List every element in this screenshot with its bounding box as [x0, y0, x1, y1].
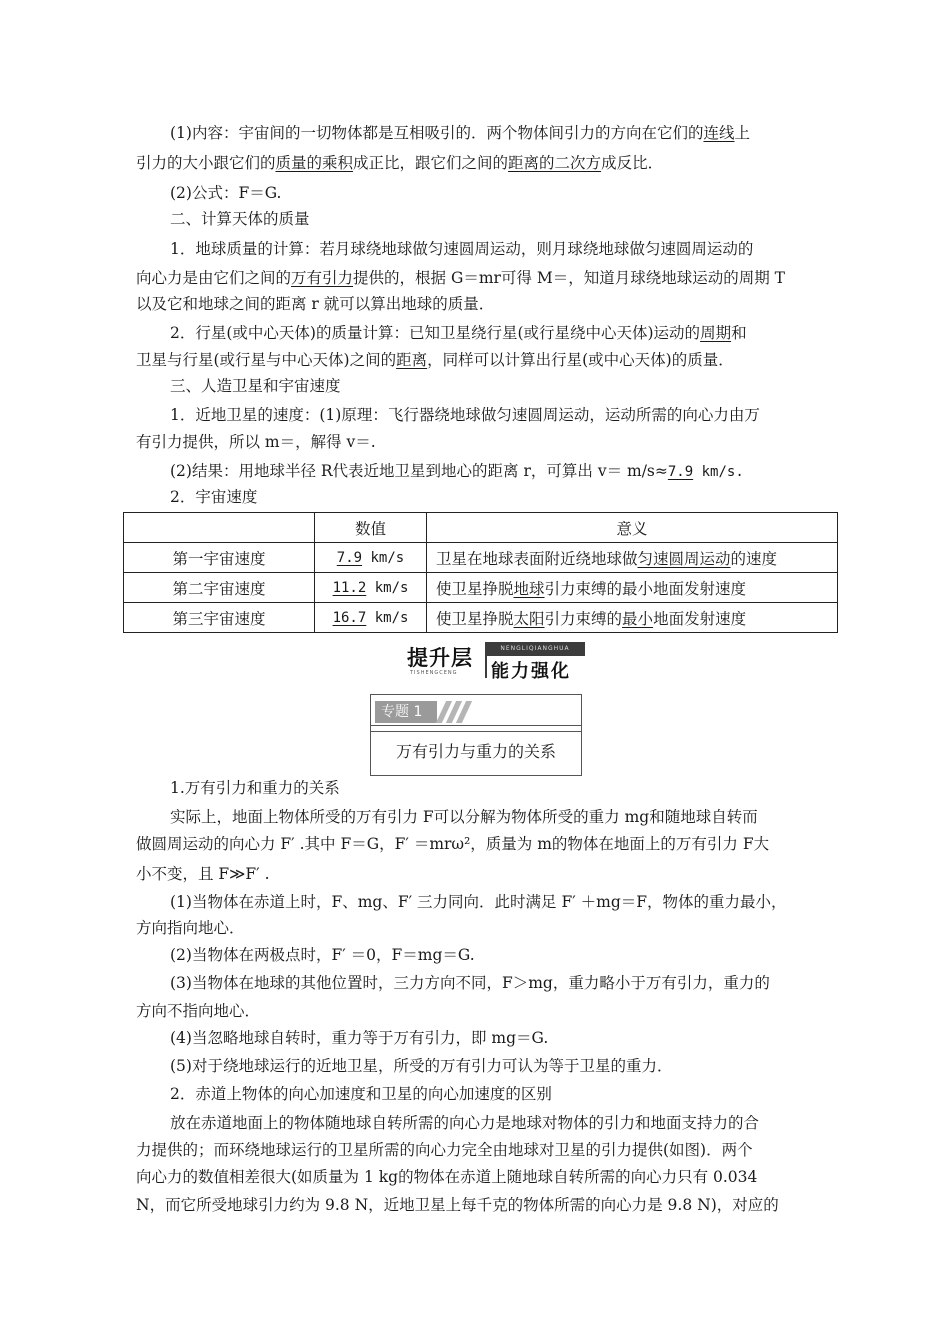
underlined-answer: 万有引力 [291, 269, 354, 287]
text-segment: 引力的大小跟它们的 [136, 154, 276, 172]
paragraph-line: 向心力的数值相差很大(如质量为 1 kg的物体在赤道上随地球自转所需的向心力只有 0.034 [136, 1168, 758, 1186]
text-segment: 上 [734, 124, 750, 142]
text-segment: 引力束缚的 [544, 609, 623, 628]
velocity-value-cell [315, 603, 427, 633]
meaning-cell [427, 603, 838, 633]
text-segment: 卫星与行星(或行星与中心天体)之间的 [136, 351, 397, 369]
velocity-value-cell [315, 543, 427, 573]
topic-box [370, 694, 582, 776]
paragraph-line: 方向指向地心． [136, 919, 245, 937]
subsection-heading: 2．宇宙速度 [170, 488, 258, 506]
banner-left-pinyin: TISHENGCENG [410, 670, 458, 676]
text-segment: 成正比，跟它们之间的 [353, 154, 509, 172]
paragraph-line: 实际上，地面上物体所受的万有引力 F可以分解为物体所受的重力 mg和随地球自转而 [170, 808, 758, 826]
paragraph-line: 方向不指向地心． [136, 1002, 261, 1020]
section-heading: 三、人造卫星和宇宙速度 [170, 377, 341, 395]
paragraph-line: (5)对于绕地球运行的近地卫星，所受的万有引力可认为等于卫星的重力． [170, 1057, 673, 1075]
paragraph-line: 有引力提供，所以 m＝，解得 v＝. [136, 433, 376, 451]
paragraph-line: 做圆周运动的向心力 F′ .其中 F＝G，F′ ＝mrω²，质量为 m的物体在地面上的万有引力 F大 [136, 835, 770, 853]
underlined-answer: 距离的二次方 [508, 154, 602, 172]
text-segment: 2．行星(或中心天体)的质量计算：已知卫星绕行星(或行星绕中心天体)运动的 [170, 324, 701, 342]
text-segment: 使卫星挣脱 [436, 579, 514, 598]
velocity-name-cell: 第三宇宙速度 [124, 603, 315, 633]
cosmic-velocity-table [123, 512, 838, 633]
table-header-cell: 数值 [315, 513, 427, 543]
text-segment: 成反比． [601, 154, 664, 172]
underlined-answer: 周期 [700, 324, 732, 342]
unit-text: km/s [362, 549, 405, 566]
section-banner [407, 636, 587, 680]
topic-title: 万有引力与重力的关系 [395, 742, 556, 761]
underlined-answer: 太阳 [513, 609, 545, 628]
underlined-answer: 匀速圆周运动 [637, 549, 731, 568]
text-segment: (2)结果：用地球半径 R代表近地卫星到地心的距离 r，可算出 v＝ m/s≈ [170, 462, 668, 480]
underlined-answer: 7.9 [336, 549, 363, 566]
paragraph-line: 放在赤道地面上的物体随地球自转所需的向心力是地球对物体的引力和地面支持力的合 [170, 1114, 760, 1132]
paragraph-line: (2)当物体在两极点时，F′ ＝0，F＝mg＝G. [170, 946, 475, 964]
subsection-heading: 2．赤道上物体的向心加速度和卫星的向心加速度的区别 [170, 1085, 552, 1103]
paragraph-line [136, 266, 826, 290]
paragraph-line: N，而它所受地球引力约为 9.8 N，近地卫星上每千克的物体所需的向心力是 9.8 N)，对应的 [136, 1196, 779, 1214]
formula-line: (2)公式：F＝G. [170, 184, 282, 202]
paragraph-line: (3)当物体在地球的其他位置时，三力方向不同，F＞mg，重力略小于万有引力，重力的 [170, 974, 770, 992]
text-segment: 卫星在地球表面附近绕地球做 [436, 549, 638, 568]
underlined-answer: 7.9 [667, 464, 694, 480]
text-segment: ，同样可以计算出行星(或中心天体)的质量． [427, 351, 734, 369]
topic-label: 专题 1 [375, 701, 437, 723]
section-heading: 二、计算天体的质量 [170, 210, 310, 228]
velocity-name-cell: 第一宇宙速度 [124, 543, 315, 573]
velocity-name-cell: 第二宇宙速度 [124, 573, 315, 603]
paragraph-line: 小不变，且 F≫F′ . [136, 865, 270, 883]
velocity-value-cell [315, 573, 427, 603]
banner-right-title: 能力强化 [491, 661, 571, 682]
text-segment: 使卫星挣脱 [436, 609, 514, 628]
banner-right-pinyin: NENGLIQIANGHUA [485, 642, 585, 656]
text-segment: 提供的，根据 G＝mr可得 M＝，知道月球绕地球运动的周期 T [353, 269, 786, 287]
paragraph-line: 以及它和地球之间的距离 r 就可以算出地球的质量． [136, 295, 495, 313]
paragraph-line: 力提供的；而环绕地球运行的卫星所需的向心力完全由地球对卫星的引力提供(如图)．两个 [136, 1141, 753, 1159]
underlined-answer: 距离 [396, 351, 428, 369]
text-segment: 的速度 [730, 549, 778, 568]
banner-divider [485, 656, 487, 678]
paragraph-line: 1．近地卫星的速度：(1)原理：飞行器绕地球做匀速圆周运动，运动所需的向心力由万 [170, 406, 760, 424]
table-header-cell [124, 513, 315, 543]
topic-divider [371, 725, 581, 732]
paragraph-line [136, 151, 826, 175]
table-header-row [124, 513, 838, 543]
unit-text: km/s [366, 579, 409, 596]
table-row [124, 543, 838, 573]
meaning-cell [427, 543, 838, 573]
banner-left-title: 提升层 [407, 646, 473, 670]
paragraph-line: (1)当物体在赤道上时，F、mg、F′ 三力同向．此时满足 F′ ＋mg＝F，物体的重力最小， [170, 893, 787, 911]
underlined-answer: 连线 [703, 124, 735, 142]
text-segment: (1)内容：宇宙间的一切物体都是互相吸引的．两个物体间引力的方向在它们的 [170, 124, 704, 142]
text-segment: 地面发射速度 [653, 609, 747, 628]
unit-text: km/s [366, 609, 409, 626]
table-header-cell: 意义 [427, 513, 838, 543]
underlined-answer: 最小 [622, 609, 654, 628]
paragraph-content-line [170, 121, 860, 145]
underlined-answer: 质量的乘积 [275, 154, 354, 172]
underlined-answer: 11.2 [332, 579, 367, 596]
text-segment: 向心力是由它们之间的 [136, 269, 292, 287]
text-segment: 和 [731, 324, 747, 342]
paragraph-line [170, 459, 860, 484]
meaning-cell [427, 573, 838, 603]
text-segment: 引力束缚的最小地面发射速度 [544, 579, 747, 598]
subsection-heading: 1.万有引力和重力的关系 [170, 779, 340, 797]
table-row [124, 573, 838, 603]
paragraph-line: 1．地球质量的计算：若月球绕地球做匀速圆周运动，则月球绕地球做匀速圆周运动的 [170, 240, 754, 258]
paragraph-line [170, 321, 860, 345]
topic-tab [371, 695, 581, 726]
underlined-answer: 地球 [513, 579, 545, 598]
text-segment: km/s. [693, 464, 744, 480]
paragraph-line: (4)当忽略地球自转时，重力等于万有引力，即 mg＝G. [170, 1029, 549, 1047]
underlined-answer: 16.7 [332, 609, 367, 626]
table-row [124, 603, 838, 633]
paragraph-line [136, 348, 826, 372]
